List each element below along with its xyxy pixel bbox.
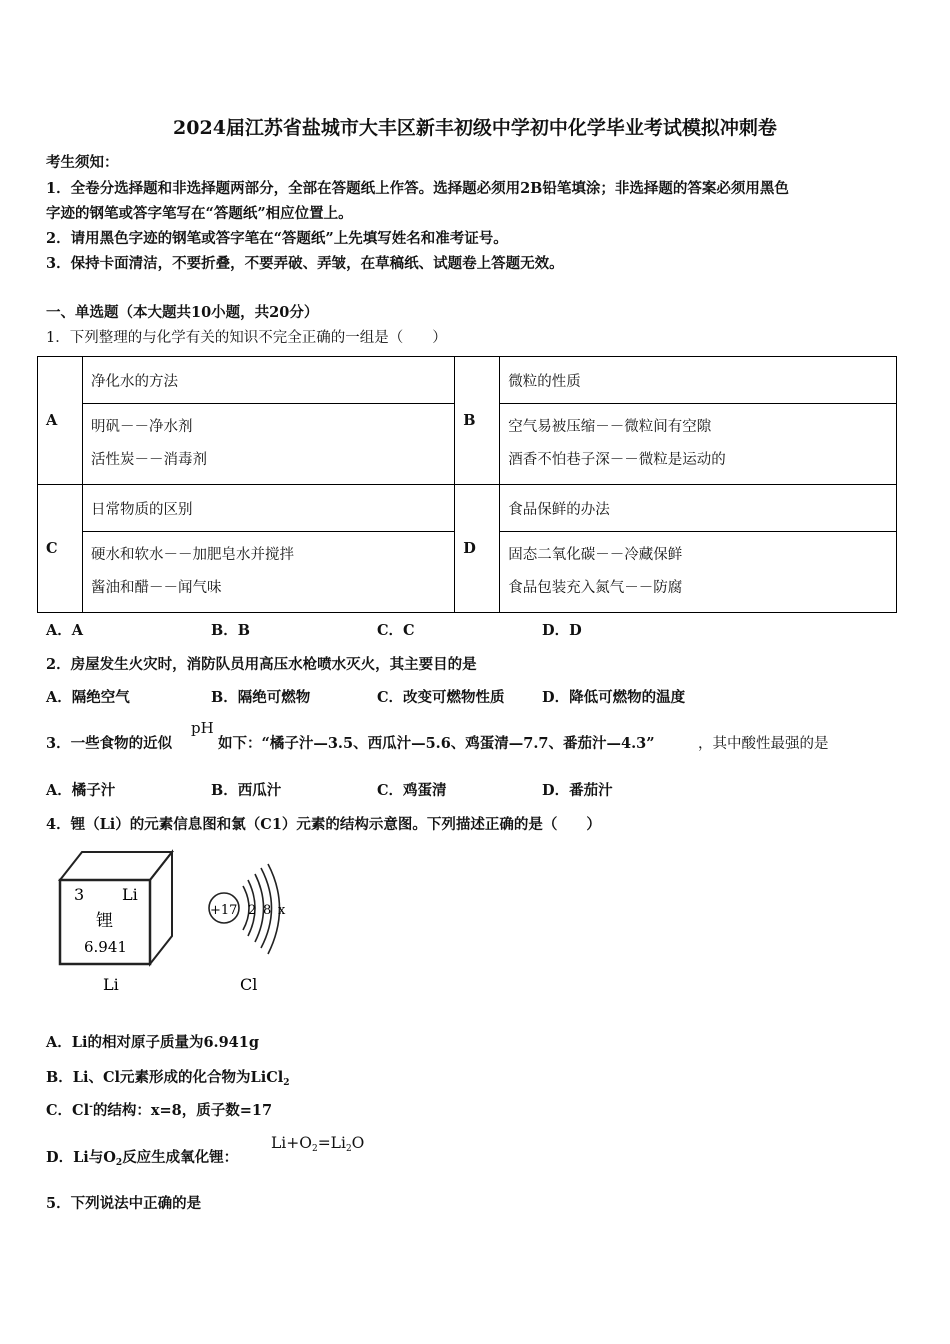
li-atomic-number: 3 bbox=[74, 885, 85, 904]
q1-label-b: B bbox=[455, 357, 500, 485]
q1-label-d: D bbox=[455, 485, 500, 613]
q1-c-line1: 硬水和软水－－加肥皂水并搅拌 bbox=[91, 547, 294, 563]
q4-option-b-text: B．Li、Cl元素形成的化合物为LiCl bbox=[46, 1069, 284, 1086]
lithium-element-card bbox=[60, 852, 172, 994]
q4-option-b[interactable] bbox=[46, 1066, 290, 1088]
q4-option-d[interactable] bbox=[46, 1146, 238, 1168]
q4-option-b-sub: 2 bbox=[283, 1078, 290, 1088]
notice-line-3: 3．保持卡面清洁，不要折叠，不要弄破、弄皱，在草稿纸、试题卷上答题无效。 bbox=[46, 255, 564, 272]
q3-option-b[interactable]: B．西瓜汁 bbox=[211, 782, 282, 799]
q1-option-c[interactable]: C．C bbox=[377, 622, 415, 639]
eq-part-b: =Li bbox=[317, 1134, 346, 1152]
q4-option-c-text-b: 的结构：x=8，质子数=17 bbox=[92, 1102, 273, 1119]
q4-option-c-sup: - bbox=[89, 1102, 93, 1112]
q4-option-d-sub: 2 bbox=[115, 1158, 123, 1168]
q1-option-a[interactable]: A．A bbox=[46, 622, 84, 639]
q1-d-line1: 固态二氧化碳－－冷藏保鲜 bbox=[508, 547, 683, 563]
notice-line-1b: 字迹的钢笔或答字笔写在“答题纸”相应位置上。 bbox=[46, 205, 353, 222]
q1-b-line1: 空气易被压缩－－微粒间有空隙 bbox=[508, 419, 712, 435]
q2-option-c[interactable]: C．改变可燃物性质 bbox=[377, 689, 505, 706]
q1-d-head: 食品保鲜的办法 bbox=[500, 485, 897, 532]
q2-option-d[interactable]: D．降低可燃物的温度 bbox=[542, 689, 686, 706]
cl-shell-2: 8 bbox=[263, 903, 272, 918]
q3-stem-c: ，其中酸性最强的是 bbox=[698, 736, 829, 752]
q4-equation bbox=[271, 1134, 364, 1154]
q1-c-line2: 酱油和醋－－闻气味 bbox=[91, 580, 222, 596]
eq-part-c: O bbox=[351, 1134, 365, 1152]
q1-label-c: C bbox=[38, 485, 83, 613]
q3-option-c[interactable]: C．鸡蛋清 bbox=[377, 782, 447, 799]
cl-shell-3: x bbox=[278, 903, 286, 918]
q4-option-a[interactable]: A．Li的相对原子质量为6.941g bbox=[46, 1034, 259, 1051]
q1-label-a: A bbox=[38, 357, 83, 485]
q3-ph: pH bbox=[191, 719, 214, 737]
q2-option-a[interactable]: A．隔绝空气 bbox=[46, 689, 130, 706]
q1-option-b[interactable]: B．B bbox=[211, 622, 251, 639]
li-name: 锂 bbox=[96, 911, 113, 931]
q2-stem: 2．房屋发生火灾时，消防队员用高压水枪喷水灭火，其主要目的是 bbox=[46, 656, 477, 673]
q1-d-line2: 食品包装充入氮气－－防腐 bbox=[508, 580, 683, 596]
q1-d-body bbox=[500, 532, 897, 613]
eq-part-a: Li+O bbox=[271, 1134, 312, 1152]
q3-option-d[interactable]: D．番茄汁 bbox=[542, 782, 613, 799]
q1-b-line2: 酒香不怕巷子深－－微粒是运动的 bbox=[508, 452, 726, 468]
q4-figure bbox=[50, 848, 310, 998]
q1-a-line1: 明矾－－净水剂 bbox=[91, 419, 193, 435]
li-caption: Li bbox=[103, 975, 119, 994]
q1-b-body bbox=[500, 404, 897, 485]
q3-option-a[interactable]: A．橘子汁 bbox=[46, 782, 116, 799]
q4-option-d-text-a: D．Li与O bbox=[46, 1149, 116, 1166]
q1-c-head: 日常物质的区别 bbox=[83, 485, 455, 532]
q3-stem-a: 3．一些食物的近似 bbox=[46, 735, 173, 752]
li-symbol: Li bbox=[122, 885, 138, 904]
q3-stem-b: 如下：“橘子汁—3.5、西瓜汁—5.6、鸡蛋清—7.7、番茄汁—4.3” bbox=[218, 735, 655, 752]
q4-stem: 4．锂（Li）的元素信息图和氯（C1）元素的结构示意图。下列描述正确的是（ ） bbox=[46, 816, 601, 833]
q2-option-b[interactable]: B．隔绝可燃物 bbox=[211, 689, 311, 706]
notice-heading: 考生须知： bbox=[46, 154, 119, 171]
q4-option-c[interactable] bbox=[46, 1099, 272, 1120]
page-title: 2024届江苏省盐城市大丰区新丰初级中学初中化学毕业考试模拟冲刺卷 bbox=[173, 117, 777, 139]
q4-option-d-text-b: 反应生成氧化锂： bbox=[122, 1149, 239, 1166]
q1-a-body bbox=[83, 404, 455, 485]
q1-option-d[interactable]: D．D bbox=[542, 622, 582, 639]
q1-stem: 1．下列整理的与化学有关的知识不完全正确的一组是（ ） bbox=[46, 330, 447, 346]
chlorine-atom-diagram bbox=[209, 864, 286, 994]
q1-table bbox=[37, 356, 897, 613]
eq-sub-2: 2 bbox=[345, 1144, 352, 1154]
notice-line-1a: 1．全卷分选择题和非选择题两部分，全部在答题纸上作答。选择题必须用2B铅笔填涂；非选择题的答案必须用黑色 bbox=[46, 180, 789, 197]
cl-nucleus: +17 bbox=[210, 903, 238, 918]
li-atomic-mass: 6.941 bbox=[84, 938, 127, 956]
q1-a-line2: 活性炭－－消毒剂 bbox=[91, 452, 207, 468]
notice-line-2: 2．请用黑色字迹的钢笔或答字笔在“答题纸”上先填写姓名和准考证号。 bbox=[46, 230, 508, 247]
q1-a-head: 净化水的方法 bbox=[83, 357, 455, 404]
q1-c-body bbox=[83, 532, 455, 613]
cl-caption: Cl bbox=[240, 975, 258, 994]
q5-stem: 5．下列说法中正确的是 bbox=[46, 1195, 202, 1212]
section-heading: 一、单选题（本大题共10小题，共20分） bbox=[46, 304, 319, 321]
eq-sub-1: 2 bbox=[311, 1144, 318, 1154]
q1-b-head: 微粒的性质 bbox=[500, 357, 897, 404]
q4-option-c-text-a: C．Cl bbox=[46, 1102, 90, 1119]
cl-shell-1: 2 bbox=[248, 903, 257, 918]
